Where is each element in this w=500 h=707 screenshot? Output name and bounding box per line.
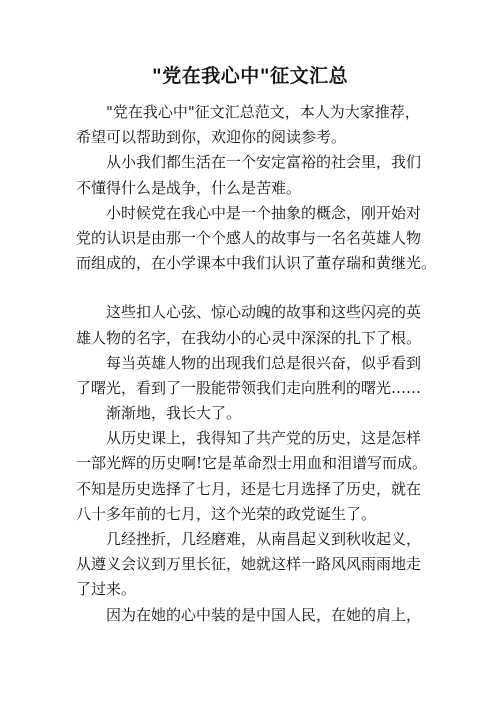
text-line: 不懂得什么是战争，什么是苦难。 <box>76 178 302 197</box>
text-line: 八十多年前的七月，这个光荣的政党诞生了。 <box>76 504 377 523</box>
text-line: 而组成的，在小学课本中我们认识了董存瑞和黄继光。 <box>76 254 437 273</box>
text-line: 从遵义会议到万里长征，她就这样一路风风雨雨地走 <box>76 555 422 574</box>
text-line: 因为在她的心中装的是中国人民，在她的肩上， <box>106 605 422 624</box>
text-line: 从小我们都生活在一个安定富裕的社会里，我们 <box>106 153 422 172</box>
text-line: 小时候党在我心中是一个抽象的概念，刚开始对 <box>106 203 422 222</box>
text-line: 几经挫折，几经磨难，从南昌起义到秋收起义， <box>106 530 422 548</box>
text-line: "党在我心中"征文汇总范文，本人为大家推荐， <box>106 103 420 121</box>
text-line: 了过来。 <box>76 580 137 599</box>
text-line: 这些扣人心弦、惊心动魄的故事和这些闪亮的英 <box>106 303 422 322</box>
text-line: 每当英雄人物的出现我们总是很兴奋，似乎看到 <box>106 353 422 372</box>
text-line: 雄人物的名字，在我幼小的心灵中深深的扎下了根。 <box>76 328 422 347</box>
text-line: 渐渐地，我长大了。 <box>106 404 242 423</box>
text-line: 从历史课上，我得知了共产党的历史，这是怎样 <box>106 429 422 448</box>
document-title: "党在我心中"征文汇总 <box>151 65 349 87</box>
text-line: 一部光辉的历史啊!它是革命烈士用血和泪谱写而成。 <box>76 454 428 473</box>
text-line: 不知是历史选择了七月，还是七月选择了历史，就在 <box>76 479 422 498</box>
blank-line <box>76 276 446 300</box>
document-body <box>76 100 446 628</box>
text-line: 希望可以帮助到你，欢迎你的阅读参考。 <box>76 128 347 147</box>
text-line: 党的认识是由那一个个感人的故事与一名名英雄人物 <box>76 228 422 247</box>
text-line: 了曙光，看到了一股能带领我们走向胜利的曙光…… <box>76 378 422 397</box>
